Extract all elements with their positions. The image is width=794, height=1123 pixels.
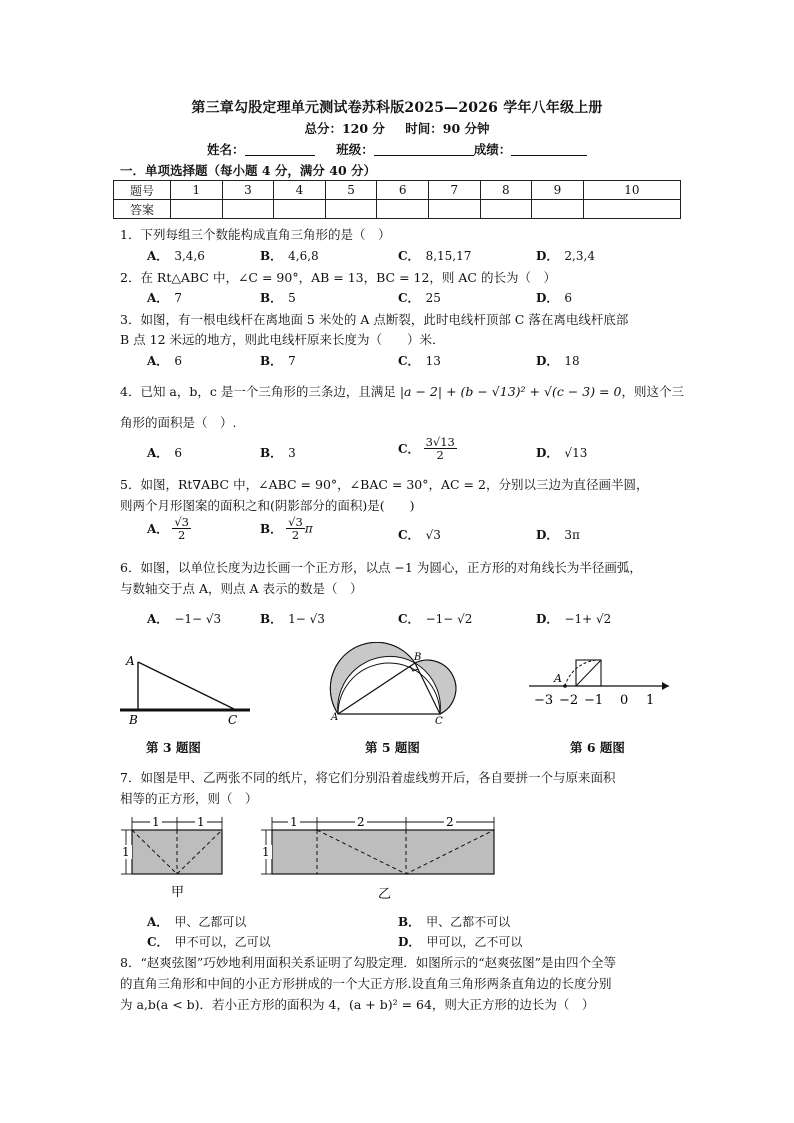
question-1: 1．下列每组三个数能构成直角三角形的是（ ） [120,227,391,242]
paper-yi [272,830,494,874]
option-b: B． $\frac{√3}{2}$ π [260,515,313,543]
class-label: 班级： [336,142,374,157]
answer-cell[interactable] [532,200,584,219]
answer-cell[interactable] [480,200,532,219]
tick-label: 1 [646,693,655,708]
table-cell: 9 [532,181,584,200]
option-c: C． 8,15,17 [398,249,472,263]
question-2: 2．在 Rt△ABC 中，∠C = 90°，AB = 13，BC = 12，则 AC 的长为（ ） [120,270,556,285]
question-8-line3: 为 a,b(a < b)．若小正方形的面积为 4，(a + b)² = 64，则大正方形的边长为（ ） [120,997,595,1012]
answer-cell[interactable] [325,200,377,219]
question-4-line2: 角形的面积是（ ）. [120,415,237,430]
table-cell: 5 [325,181,377,200]
tick-label: −2 [559,693,579,708]
label-b: B [129,713,138,727]
height-label: 1 [262,845,270,859]
point-a [563,684,567,688]
time-limit: 时间：90 分钟 [405,121,490,136]
broken-top-line [138,662,236,710]
question-5-line2: 则两个月形图案的面积之和(阴影部分的面积)是( ) [120,498,415,513]
exam-meta [0,119,794,137]
answer-cell[interactable] [428,200,480,219]
answer-cell[interactable] [222,200,274,219]
page-title: 第三章勾股定理单元测试卷苏科版2025—2026 学年八年级上册 [191,100,603,116]
table-row [114,181,681,200]
question-8-line1: 8．“赵爽弦图”巧妙地利用面积关系证明了勾股定理．如图所示的“赵爽弦图”是由四个全等 [120,955,617,970]
figure-3 [118,650,258,728]
width-label: 2 [446,815,454,829]
question-7-line2: 相等的正方形，则（ ） [120,791,258,806]
option-a: A． $\frac{√3}{2}$ [147,515,189,543]
answer-table [113,180,681,219]
arc [565,660,601,686]
class-field[interactable] [374,143,474,156]
table-cell: 3 [222,181,274,200]
table-header: 题号 [114,181,171,200]
tick-label: −1 [584,693,604,708]
option-b: B． 1− √3 [260,612,325,626]
option-c: C． 甲不可以，乙可以 [147,935,271,949]
name-label: 姓名： [207,142,245,157]
question-3-line1: 3．如图，有一根电线杆在离地面 5 米处的 A 点断裂，此时电线杆顶部 C 落在离电线杆底部 [120,312,629,327]
option-c: C． $\frac{3√13}{2}$ [398,435,455,463]
option-b: B． 3 [260,446,296,460]
option-a: A． −1− √3 [147,612,222,626]
option-a: A． 6 [147,354,182,368]
equation: |a − 2| + (b − √13)² + √(c − 3) = 0 [399,384,622,399]
score-field[interactable] [511,143,587,156]
height-label: 1 [122,845,130,859]
option-a: A． 6 [147,446,182,460]
name-field[interactable] [245,143,315,156]
option-d: D． −1+ √2 [536,612,612,626]
tick-label: 0 [620,693,629,708]
question-6-line1: 6．如图，以单位长度为边长画一个正方形，以点 −1 为圆心，正方形的对角线长为半径画弧， [120,560,642,575]
option-b: B． 甲、乙都不可以 [398,915,511,929]
label-a: A [331,712,339,723]
option-d: D． 6 [536,291,573,305]
table-cell: 10 [583,181,680,200]
question-4-line1: 4．已知 a，b，c 是一个三角形的三条边，且满足 |a − 2| + (b − √13)² + √(c − 3) = 0，则这个三 [120,384,684,399]
figure-6-caption: 第 6 题图 [570,740,625,755]
label-a: A [554,672,562,685]
label-c: C [228,713,238,727]
width-label: 1 [152,815,160,829]
table-cell: 1 [171,181,223,200]
question-8-line2: 的直角三角形和中间的小正方形拼成的一个大正方形.设直角三角形两条直角边的长度分别 [120,976,612,991]
label-yi: 乙 [378,887,392,902]
student-info [207,140,587,158]
option-a: A． 7 [147,291,182,305]
width-label: 1 [197,815,205,829]
option-d: D． 2,3,4 [536,249,595,263]
label-b: B [414,652,422,663]
label-a: A [126,654,135,668]
option-d: D． 18 [536,354,580,368]
width-label: 2 [357,815,365,829]
answer-cell[interactable] [171,200,223,219]
question-6-line2: 与数轴交于点 A，则点 A 表示的数是（ ） [120,581,363,596]
axis-arrow-icon [662,682,669,690]
lune-left [330,642,415,714]
tick-label: −3 [534,693,554,708]
label-jia: 甲 [171,885,185,900]
option-c: C． 25 [398,291,441,305]
option-a: A． 3,4,6 [147,249,205,263]
answer-cell[interactable] [274,200,326,219]
width-label: 1 [290,815,298,829]
option-a: A． 甲、乙都可以 [147,915,247,929]
figure-5-caption: 第 5 题图 [365,740,420,755]
option-c: C． √3 [398,528,441,542]
figure-5 [328,642,468,728]
option-c: C． 13 [398,354,441,368]
table-cell: 7 [428,181,480,200]
option-b: B． 5 [260,291,296,305]
option-b: B． 4,6,8 [260,249,319,263]
table-header: 答案 [114,200,171,219]
question-5-line1: 5．如图，Rt∇ABC 中，∠ABC = 90°，∠BAC = 30°，AC = 2，分别以三边为直径画半圆， [120,477,649,492]
answer-cell[interactable] [583,200,680,219]
option-c: C． −1− √2 [398,612,473,626]
option-d: D． √13 [536,446,588,460]
table-cell: 8 [480,181,532,200]
question-7-line1: 7．如图是甲、乙两张不同的纸片，将它们分别沿着虚线剪开后，各自要拼一个与原来面积 [120,770,616,785]
answer-cell[interactable] [377,200,429,219]
option-d: D． 3π [536,528,580,542]
question-3-line2: B 点 12 米远的地方，则此电线杆原来长度为（ ）米． [120,332,445,347]
option-d: D． 甲可以，乙不可以 [398,935,523,949]
label-c: C [435,716,443,727]
total-score: 总分：120 分 [304,121,385,136]
table-row [114,200,681,219]
table-cell: 6 [377,181,429,200]
figure-7-yi [256,812,496,904]
option-b: B． 7 [260,354,296,368]
section-heading: 一．单项选择题（每小题 4 分，满分 40 分） [120,163,377,178]
figure-7-jia [114,812,234,904]
score-label: 成绩： [473,142,512,157]
diagonal [576,660,601,686]
table-cell: 4 [274,181,326,200]
figure-6 [525,652,675,712]
figure-3-caption: 第 3 题图 [146,740,201,755]
